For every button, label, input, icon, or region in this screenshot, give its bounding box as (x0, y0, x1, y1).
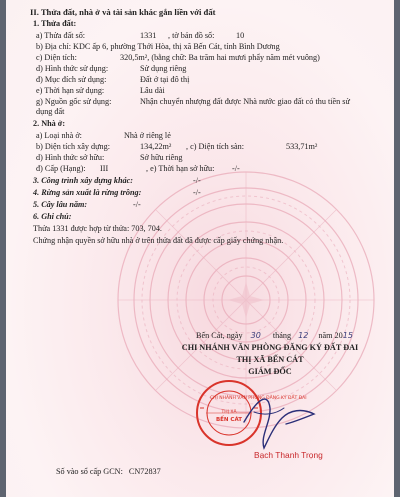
usage-purpose-value: Đất ở tại đô thị (140, 75, 190, 84)
house-area-row (36, 142, 318, 153)
house-type-value: Nhà ở riêng lẻ (124, 131, 171, 140)
stamp-top-text: THỊ XÃ (221, 410, 237, 415)
house-type-row (36, 131, 171, 142)
land-parcel-row (36, 31, 245, 42)
forest-value: -/- (193, 188, 201, 197)
map-sheet-label: , tờ bản đồ số: (168, 31, 215, 40)
land-area-row (36, 53, 320, 64)
ownership-label: d) Hình thức sở hữu: (36, 153, 105, 162)
notes-title: 6. Ghi chú: (33, 212, 72, 221)
usage-purpose-row (36, 75, 190, 86)
floor-area-label: , c) Diện tích sàn: (186, 142, 244, 151)
note-line-1: Thửa 1331 được hợp từ thửa: 703, 704. (33, 224, 162, 233)
land-area-label: c) Diện tích: (36, 53, 77, 62)
house-type-label: a) Loại nhà ở: (36, 131, 82, 140)
section-header: II. Thửa đất, nhà ở và tài sản khác gắn liền với đất (30, 7, 216, 17)
office-line-2: THỊ XÃ BẾN CÁT (236, 355, 304, 364)
usage-term-row (36, 86, 165, 97)
other-construction-label: 3. Công trình xây dựng khác: (33, 176, 133, 185)
house-section-title: 2. Nhà ở: (33, 119, 66, 128)
land-address: b) Địa chỉ: KDC ấp 6, phường Thới Hòa, thị xã Bến Cát, tỉnh Bình Dương (36, 42, 280, 51)
usage-form-value: Sử dụng riêng (140, 64, 187, 73)
month-label: tháng (272, 331, 292, 340)
perennial-row (33, 200, 141, 211)
note-line-2: Chứng nhận quyền sở hữu nhà ở trên thửa đất đã được cấp giấy chứng nhận. (33, 236, 284, 245)
build-area-value: 134,22m² (140, 142, 172, 151)
usage-origin-label: g) Nguồn gốc sử dụng: (36, 97, 112, 106)
land-section-title: 1. Thửa đất: (33, 19, 77, 28)
perennial-label: 5. Cây lâu năm: (33, 200, 88, 209)
usage-origin-value-2: dụng đất (36, 107, 65, 116)
office-line-1: CHI NHÁNH VĂN PHÒNG ĐĂNG KÝ ĐẤT ĐAI (181, 343, 359, 352)
date-day: 30 (250, 331, 261, 340)
stamp-ring-text: CHI NHÁNH VĂN PHÒNG ĐĂNG KÝ ĐẤT ĐAI (210, 396, 307, 401)
grade-value: III (100, 164, 109, 173)
other-construction-row (33, 176, 201, 187)
date-month: 12 (298, 331, 309, 340)
signer-name: Bạch Thanh Trọng (254, 450, 323, 460)
handwritten-signature (224, 378, 334, 458)
perennial-value: -/- (133, 200, 141, 209)
usage-form-label: d) Hình thức sử dụng: (36, 64, 109, 73)
parcel-number-label: a) Thửa đất số: (36, 31, 86, 40)
usage-form-row (36, 64, 187, 75)
floor-area-value: 533,71m² (286, 142, 318, 151)
ownership-row (36, 153, 183, 164)
registry-number-value: CN72837 (128, 467, 161, 476)
map-sheet-value: 10 (236, 31, 245, 40)
year-label: năm 20 (318, 331, 343, 340)
usage-term-label: e) Thời hạn sử dụng: (36, 86, 105, 95)
usage-purpose-label: đ) Mục đích sử dụng: (36, 75, 107, 84)
registry-number-row (56, 467, 161, 478)
usage-origin-value-1: Nhận chuyển nhượng đất được Nhà nước giao đất có thu tiền sử (140, 97, 350, 106)
forest-row (33, 188, 201, 199)
ownership-value: Sở hữu riêng (140, 153, 183, 162)
registry-number-label: Số vào sổ cấp GCN: (56, 467, 123, 476)
ownership-term-value: -/- (232, 164, 240, 173)
scan-border-right (394, 0, 400, 497)
date-year: 15 (342, 331, 353, 340)
usage-origin-row (36, 97, 350, 108)
other-construction-value: -/- (193, 176, 201, 185)
usage-term-value: Lâu dài (140, 86, 165, 95)
forest-label: 4. Rừng sản xuất là rừng trồng: (33, 188, 142, 197)
place-date-prefix: Bến Cát, ngày (196, 331, 243, 340)
signer-role: GIÁM ĐỐC (248, 367, 292, 376)
land-area-value: 320,5m², (bằng chữ: Ba trăm hai mươi phẩy năm mét vuông) (120, 53, 320, 62)
ownership-term-label: , e) Thời hạn sở hữu: (146, 164, 215, 173)
build-area-label: b) Diện tích xây dựng: (36, 142, 111, 151)
place-date-line (196, 331, 353, 342)
stamp-center-text: BẾN CÁT (215, 417, 243, 423)
certificate-page (6, 0, 394, 497)
parcel-number-value: 1331 (140, 31, 157, 40)
grade-row (36, 164, 240, 175)
grade-label: đ) Cấp (Hạng): (36, 164, 86, 173)
